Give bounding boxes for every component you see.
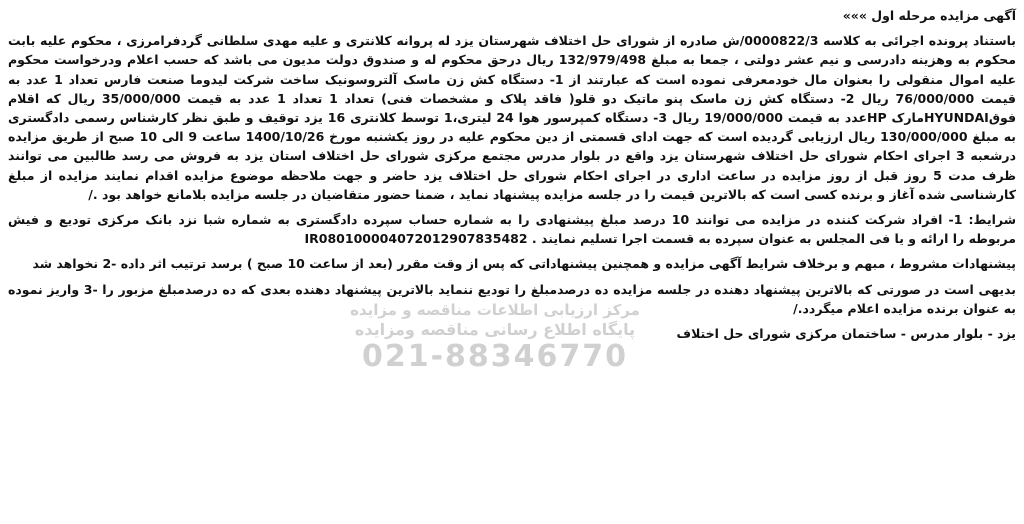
notice-body: باستناد پرونده اجرائی به کلاسه 0000822/3/ش صادره از شورای حل اختلاف شهرستان یزد له پروانه کلانتری و علیه مهدی سلطانی گردفرامرزی ، محکوم علیه بابت محکوم به وهزینه دادرسی و نیم عشر دولتی ، جمعا به مبلغ 132/979/498 ریال درحق محکوم له و صندوق دولت مدیون می باشد که حسب اعلام ودرخواست محکوم علیه اموال منقولی را بعنوان مال خودمعرفی نموده است که عبارتند از 1- دستگاه کش زن ماسک آلتروسونیک ساخت شرکت لیدوما صنعت فارس تعداد 1 عدد به قیمت 76/000/000 ریال 2- دستگاه کش زن ماسک پنو ماتیک دو قلو( فاقد پلاک و مشخصات فنی) تعداد 1 تعداد 1 عدد به قیمت 35/000/000 ریال که اقلام فوقHYUNDAIمارک HPعدد به قیمت 19/000/000 ریال 3- دستگاه کمپرسور هوا 24 لیتری،1 توسط کلانتری 16 یزد توقیف و طبق نظر کارشناس رسمی دادگستری به مبلغ 130/000/000 ریال ارزیابی گردیده است که جهت ادای قسمتی از دین محکوم علیه در روز یکشنبه مورخ 1400/10/26 ساعت 9 الی 10 صبح از طریق مزایده درشعبه 3 اجرای احکام شورای حل اختلاف شهرستان یزد واقع در بلوار مدرس مجتمع مرکزی شورای حل اختلاف استان یزد به فروش می رسد طالبین می توانند ظرف مدت 5 روز قبل از روز مزایده در ساعت اداری در اجرای احکام شورای حل اختلاف یزد حاضر و جهت ملاحظه موضوع مزایده اقدام نمایند مزایده از مبلغ کارشناسی شده آغاز و برنده کسی است که بالاترین قیمت را در جلسه مزایده پیشنهاد نماید ، ضمنا حضور متقاضیان در جلسه مزایده بلامانع خواهد بود ./ (8, 33, 1017, 202)
watermark-line-2: پایگاه اطلاع رسانی مناقصه ومزایده (354, 320, 636, 339)
condition-1: شرایط: 1- افراد شرکت کننده در مزایده می توانند 10 درصد مبلغ پیشنهادی را به شماره حساب سپرده دادگستری به شماره شبا نزد بانک مرکزی تودیع و فیش مربوطه را ارائه و یا فی المجلس به عنوان سپرده به قسمت اجرا تسلیم نمایند . IR080100004072012907835482 (8, 212, 1016, 247)
watermark-line-1: مرکز ارزیابی اطلاعات مناقصه و مزایده (350, 301, 640, 319)
notice-title: آگهی مزایده مرحله اول »»» (842, 8, 1016, 23)
watermark-phone: 021-88346770 (361, 339, 629, 374)
condition-3: بدیهی است در صورتی که بالاترین پیشنهاد دهنده در جلسه مزایده ده درصدمبلغ را تودیع ننماید بالاترین پیشنهاد دهنده بعدی که ده درصدمبلغ مزبور را -3 واریز نموده به عنوان برنده مزایده اعلام میگردد./ (8, 281, 1016, 316)
condition-2: پیشنهادات مشروط ، مبهم و برخلاف شرایط آگهی مزایده و همچنین پیشنهاداتی که پس از وقت مقرر (بعد از ساعت 10 صبح ) برسد ترتیب اثر داده -2 نخواهد شد (32, 256, 1016, 272)
notice-address: یزد - بلوار مدرس - ساختمان مرکزی شورای حل اختلاف (676, 326, 1016, 342)
